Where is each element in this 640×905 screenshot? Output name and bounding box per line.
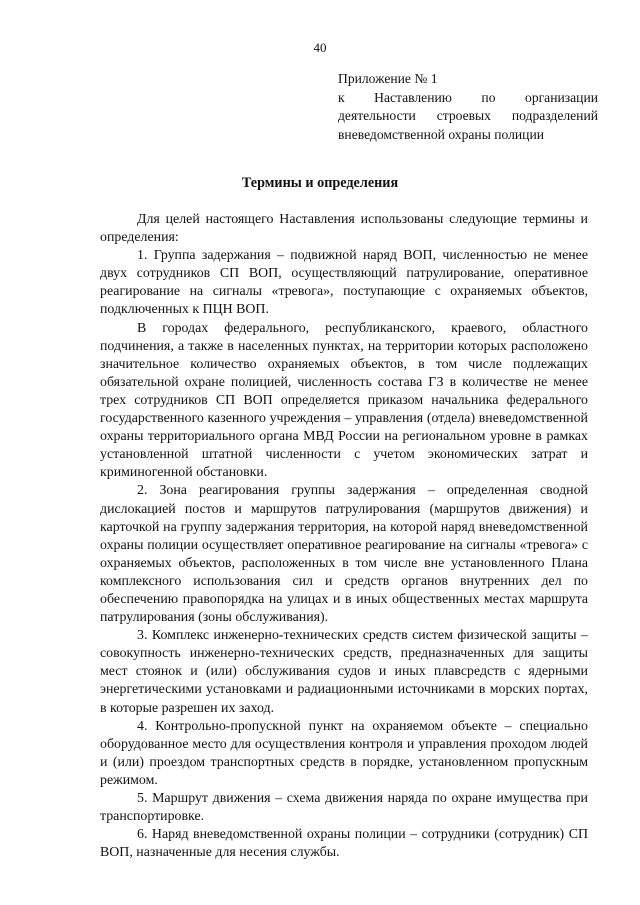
section-title: Термины и определения	[241, 175, 399, 191]
paragraph-intro: Для целей настоящего Наставления использованы следующие термины и определения:	[100, 212, 588, 246]
paragraph-term-1: 1. Группа задержания – подвижной наряд ВОП, численностью не менее двух сотрудников СП ВОП, осуществляющий патрулирование, оперативное реагирование на сигналы «тревога», поступающие с охраняемых объектов, подключенных к ПЦН ВОП.	[100, 248, 588, 318]
appendix-line-2: к Наставлению по организации	[338, 89, 598, 105]
paragraph-term-4: 4. Контрольно-пропускной пункт на охраняемом объекте – специально оборудованное место для осуществления контроля и управления проходом людей и (или) проездом транспортных средств в порядке, установленном пропускным режимом.	[100, 718, 588, 788]
page-number: 40	[313, 40, 327, 55]
document-body	[100, 211, 588, 862]
paragraph-term-5: 5. Маршрут движения – схема движения наряда по охране имущества при транспортировке.	[100, 791, 588, 825]
appendix-line-1: Приложение № 1	[338, 71, 438, 86]
paragraph-term-2: 2. Зона реагирования группы задержания – определенная сводной дислокацией постов и маршрутов патрулирования (маршрутов движения) и карточкой на группу задержания территория, на которой наряд вневедомственной охраны полиции осуществляет оперативное реагирование на сигналы «тревога» с охраняемых объектов, расположенных в том числе вне установленного Плана комплексного использования сил и средств органов внутренних дел по обеспечению правопорядка на улицах и в иных общественных местах маршрута патрулирования (зоны обслуживания).	[100, 483, 588, 626]
appendix-line-4: вневедомственной охраны полиции	[338, 126, 545, 142]
appendix-header	[338, 70, 598, 144]
paragraph-term-1-note: В городах федерального, республиканского, краевого, областного подчинения, а также в населенных пунктах, на территории которых расположено значительное количество охраняемых объектов, в том числе подлежащих обязательной охране полицией, численность состава ГЗ в количестве не менее трех сотрудников СП ВОП определяется приказом начальника федерального государственного казенного учреждения – управления (отдела) вневедомственной охраны территориального органа МВД России на региональном уровне в рамках установленной штатной численности с учетом экономических затрат и криминогенной обстановки.	[100, 320, 588, 481]
paragraph-term-3: 3. Комплекс инженерно-технических средств систем физической защиты – совокупность инженерно-технических средств, предназначенных для защиты мест стоянок и (или) обслуживания судов и иных плавсредств с ядерными энергетическими установками и радиационными источниками в морских портах, в которые разрешен их заход.	[100, 628, 588, 716]
appendix-line-3: деятельности строевых подразделений	[338, 108, 598, 123]
paragraph-term-6: 6. Наряд вневедомственной охраны полиции – сотрудники (сотрудник) СП ВОП, назначенные для несения службы.	[100, 827, 588, 861]
